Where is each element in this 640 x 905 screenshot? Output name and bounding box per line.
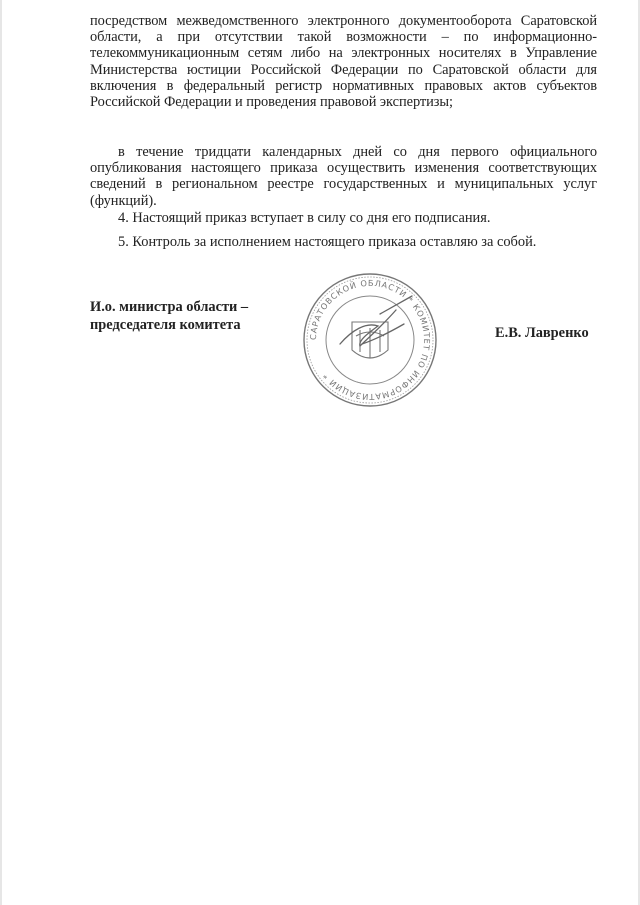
paragraph-2-text: в течение тридцати календарных дней со дня первого официального опубликования настоящего приказа осуществить изменения соответствующих сведений в региональном реестре государственных и муниципальных услуг (функций). [90, 144, 597, 209]
official-seal-stamp [300, 270, 440, 410]
paragraph-1-text: посредством межведомственного электронного документооборота Саратовской области, а при отсутствии такой возможности – по информационно-телекоммуникационным сетям либо на электронных носителях в Управление Министерства юстиции Российской Федерации по Саратовской области для включения в федеральный регистр нормативных правовых актов субъектов Российской Федерации и проведения правовой экспертизы; [90, 13, 597, 111]
seal-ring-textpath: САРАТОВСКОЙ ОБЛАСТИ * КОМИТЕТ ПО ИНФОРМАТИЗАЦИИ * [307, 277, 433, 403]
signer-title [90, 298, 248, 334]
paragraph-deadline [90, 144, 597, 209]
signer-title-line-1: И.о. министра области – [90, 299, 249, 315]
paragraph-continuation [90, 13, 597, 110]
item-5: 5. Контроль за исполнением настоящего приказа оставляю за собой. [118, 234, 537, 250]
signer-title-line-2: председателя комитета [90, 317, 241, 333]
handwritten-signature [340, 296, 412, 346]
item-4: 4. Настоящий приказ вступает в силу со дня его подписания. [118, 210, 491, 226]
signer-name: Е.В. Лавренко [495, 325, 589, 341]
scan-edge-left [0, 0, 2, 905]
seal-emblem [352, 322, 388, 358]
